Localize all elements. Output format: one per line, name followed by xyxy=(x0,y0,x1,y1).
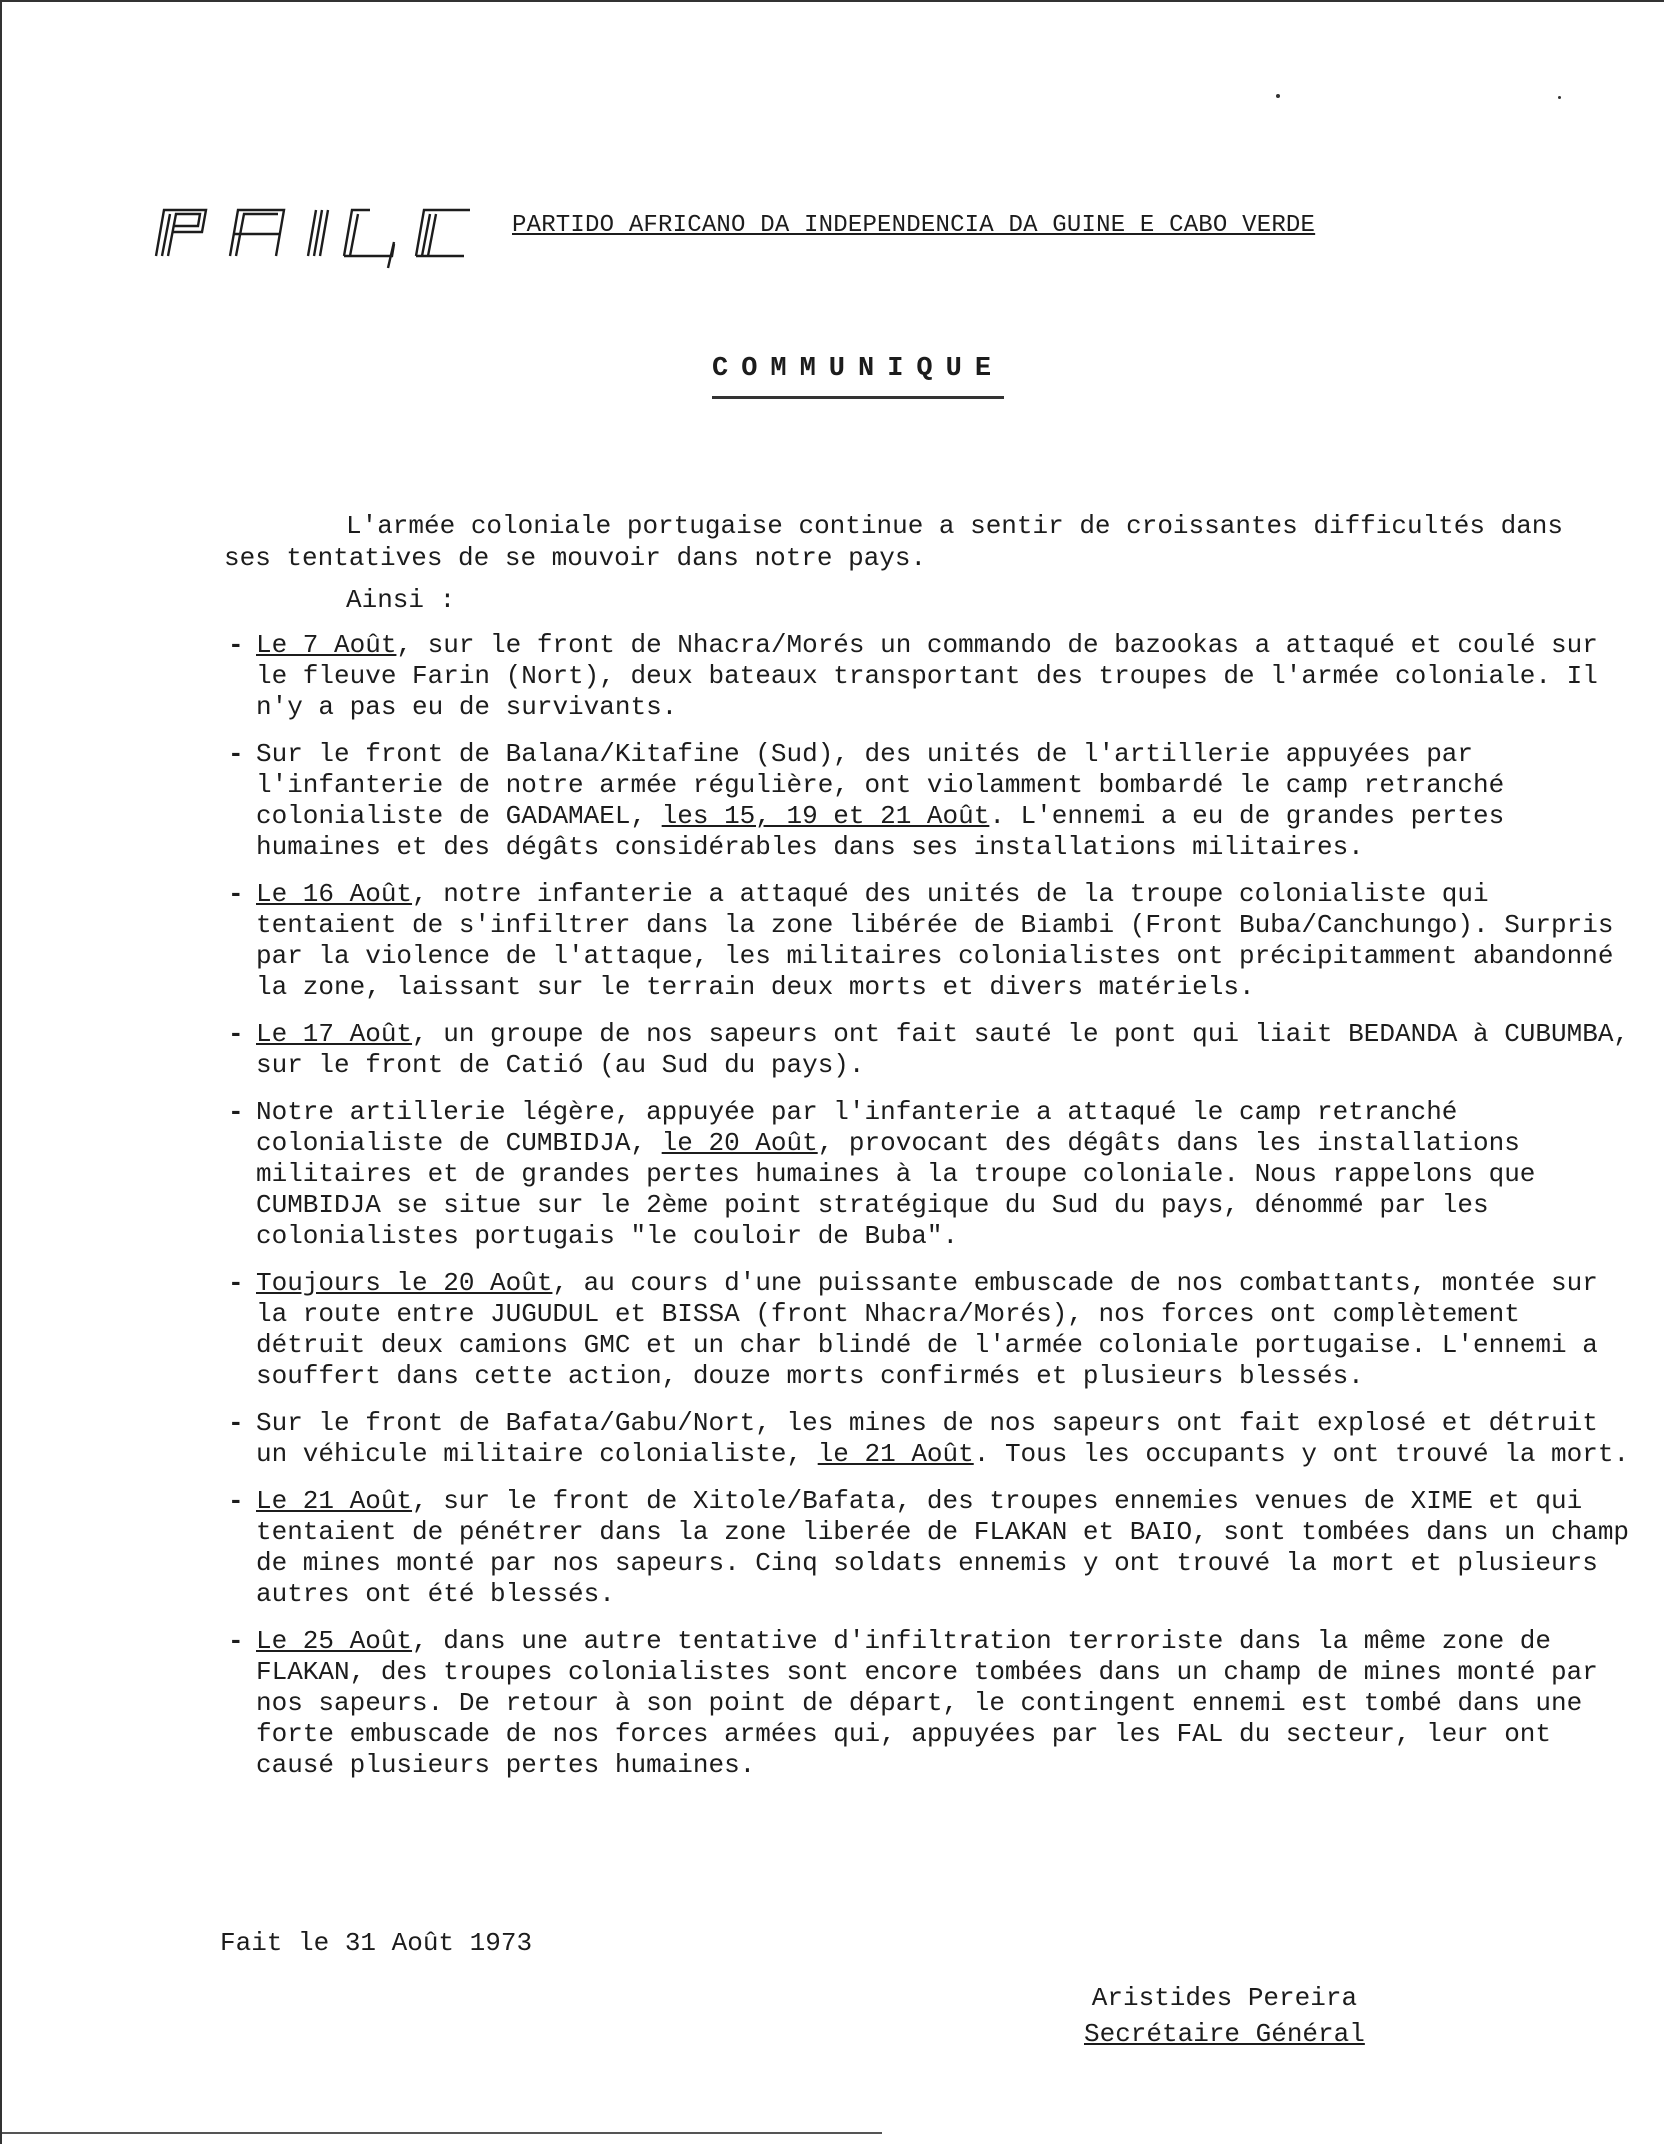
event-item: - Le 17 Août, un groupe de nos sapeurs ont fait sauté le pont qui liait BEDANDA à CUBUMBA, sur le front de Catió (au Sud du pays). xyxy=(228,1019,1630,1080)
dash-bullet: - xyxy=(228,739,244,769)
event-date: Le 17 Août xyxy=(256,1019,413,1049)
event-item: - Sur le front de Bafata/Gabu/Nort, les mines de nos sapeurs ont fait explosé et détruit un véhicule militaire colonialiste, le 21 Août. Tous les occupants y ont trouvé la mort. xyxy=(228,1408,1630,1469)
event-item: - Notre artillerie légère, appuyée par l'infanterie a attaqué le camp retranché colonialiste de CUMBIDJA, le 20 Août, provocant des dégâts dans les installations militaires et de grandes pertes humaines à la troupe coloniale. Nous rappelons que CUMBIDJA se situe sur le 2ème point stratégique du Sud du pays, dénommé par les colonialistes portugais "le couloir de Buba". xyxy=(228,1097,1536,1251)
event-item: - Le 7 Août, sur le front de Nhacra/Morés un commando de bazookas a attaqué et coulé sur le fleuve Farin (Nort), deux bateaux transportant des troupes de l'armée coloniale. Il n'y a pas eu de survivants. xyxy=(228,630,1598,722)
signing-date: Fait le 31 Août 1973 xyxy=(220,1928,533,1958)
scan-edge-line xyxy=(2,2132,882,2134)
party-name: PARTIDO AFRICANO DA INDEPENDENCIA DA GUINE E CABO VERDE xyxy=(512,212,1316,239)
dash-bullet: - xyxy=(228,1486,244,1516)
dash-bullet: - xyxy=(228,1408,244,1438)
event-item: - Le 16 Août, notre infanterie a attaqué des unités de la troupe colonialiste qui tentaient de s'infiltrer dans la zone libérée de Biambi (Front Buba/Canchungo). Surpris par la violence de l'attaque, les militaires colonialistes ont précipitamment abandonné la zone, laissant sur le terrain deux morts et divers matériels. xyxy=(228,879,1614,1002)
event-item: - Le 21 Août, sur le front de Xitole/Bafata, des troupes ennemies venues de XIME et qui tentaient de pénétrer dans la zone liberée de FLAKAN et BAIO, sont tombées dans un champ de mines monté par nos sapeurs. Cinq soldats ennemis y ont trouvé la mort et plusieurs autres ont été blessés. xyxy=(228,1486,1630,1609)
event-item: - Sur le front de Balana/Kitafine (Sud), des unités de l'artillerie appuyées par l'infanterie de notre armée régulière, ont violamment bombardé le camp retranché colonialiste de GADAMAEL, les 15, 19 et 21 Août. L'ennemi a eu de grandes pertes humaines et des dégâts considérables dans ses installations militaires. xyxy=(228,739,1505,862)
ainsi-label: Ainsi : xyxy=(346,585,456,615)
signatory-name: Aristides Pereira xyxy=(1091,1983,1358,2013)
event-item: - Le 25 Août, dans une autre tentative d'infiltration terroriste dans la même zone de FLAKAN, des troupes colonialistes sont encore tombées dans un champ de mines monté par nos sapeurs. De retour à son point de départ, le contingent ennemi est tombé dans une forte embuscade de nos forces armées qui, appuyées par les FAL du secteur, leur ont causé plusieurs pertes humaines. xyxy=(228,1626,1598,1780)
paigc-logo xyxy=(148,204,478,270)
signatory-role: Secrétaire Général xyxy=(1084,2019,1365,2049)
document-title: COMMUNIQUE xyxy=(712,354,1004,399)
event-date: Le 16 Août xyxy=(256,879,413,909)
dash-bullet: - xyxy=(228,1097,244,1127)
event-date: Toujours le 20 Août xyxy=(256,1268,553,1298)
event-date: Le 21 Août xyxy=(256,1486,413,1516)
event-date: le 21 Août xyxy=(817,1439,974,1469)
dash-bullet: - xyxy=(228,630,244,660)
dash-bullet: - xyxy=(228,1268,244,1298)
dash-bullet: - xyxy=(228,1019,244,1049)
dash-bullet: - xyxy=(228,879,244,909)
document-body xyxy=(224,510,1634,1797)
dash-bullet: - xyxy=(228,1626,244,1656)
signature-block xyxy=(1084,1980,1365,2052)
intro-paragraph: L'armée coloniale portugaise continue a sentir de croissantes difficultés dans ses tentatives de se mouvoir dans notre pays. xyxy=(224,511,1563,573)
event-date: le 20 Août xyxy=(661,1128,818,1158)
scan-speck xyxy=(1558,96,1561,99)
event-item: - Toujours le 20 Août, au cours d'une puissante embuscade de nos combattants, montée sur la route entre JUGUDUL et BISSA (front Nhacra/Morés), nos forces ont complètement détruit deux camions GMC et un char blindé de l'armée coloniale portugaise. L'ennemi a souffert dans cette action, douze morts confirmés et plusieurs blessés. xyxy=(228,1268,1598,1391)
event-date: les 15, 19 et 21 Août xyxy=(661,801,990,831)
event-date: Le 7 Août xyxy=(256,630,397,660)
scan-speck xyxy=(1276,94,1280,98)
event-list xyxy=(224,630,1634,1781)
event-date: Le 25 Août xyxy=(256,1626,413,1656)
